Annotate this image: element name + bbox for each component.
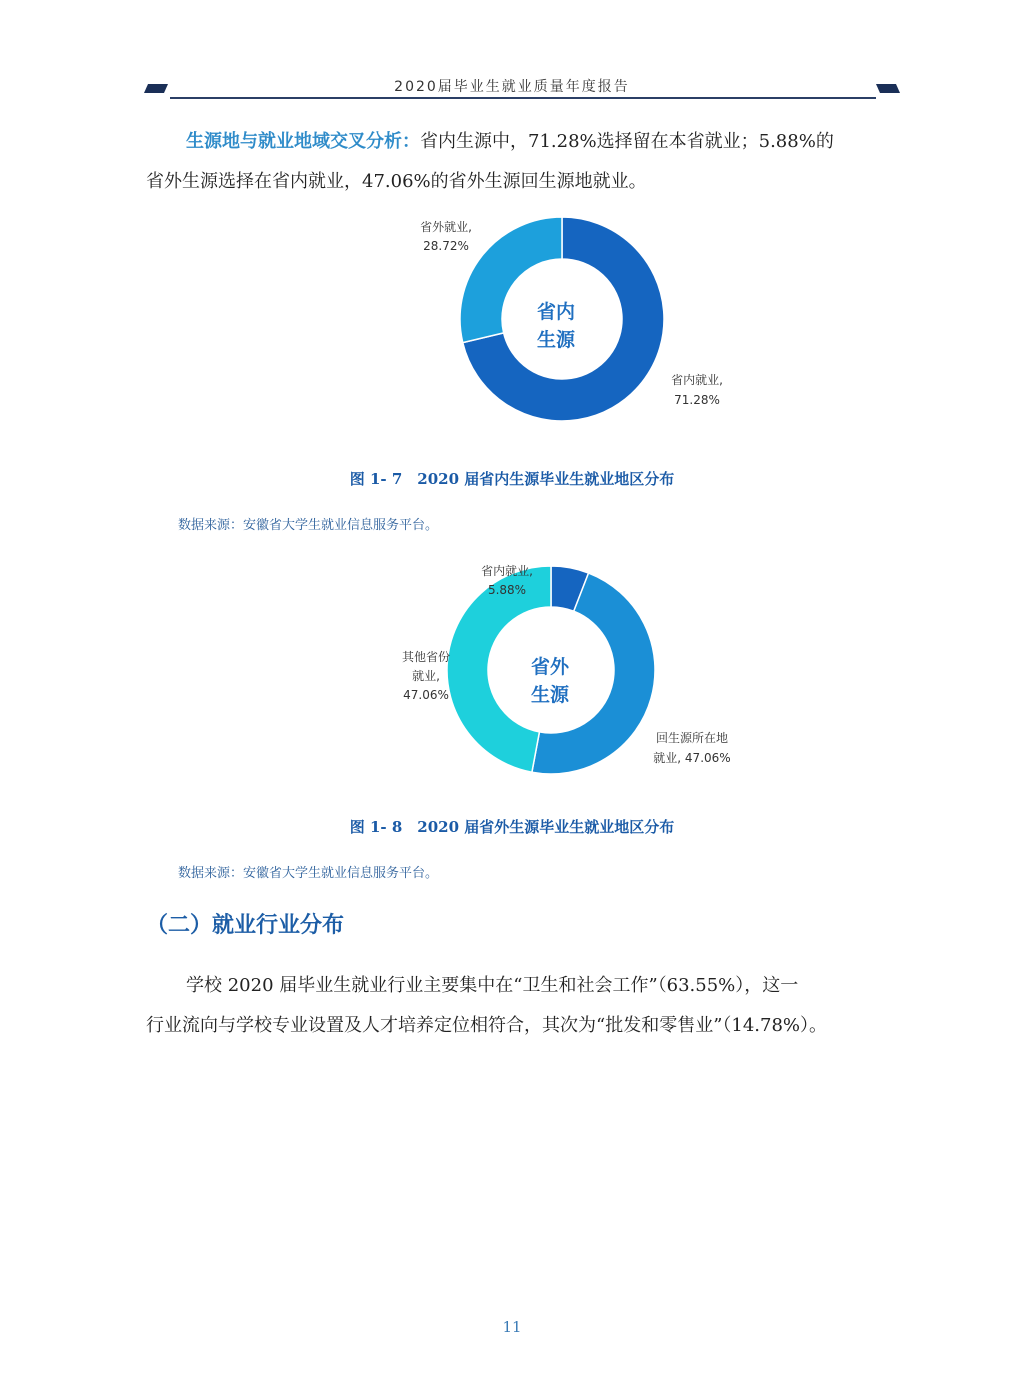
chart-1-caption: 图 1- 7 2020 届省内生源毕业生就业地区分布 bbox=[349, 470, 675, 488]
chart-1-label-inside-2: 71.28% bbox=[674, 393, 720, 407]
chart-1-slice-2 bbox=[460, 217, 562, 343]
chart-1-center-label-1: 省内 bbox=[536, 301, 576, 323]
chart-2 bbox=[0, 556, 1024, 796]
header-rule bbox=[170, 97, 876, 99]
intro-line1-text: 省内生源中，71.28%选择留在本省就业；5.88%的 bbox=[420, 131, 834, 152]
section-paragraph bbox=[146, 966, 906, 1046]
chart-1-label-outside-2: 28.72% bbox=[423, 239, 469, 253]
chart-1-svg bbox=[0, 210, 1024, 450]
page-header bbox=[0, 0, 1024, 110]
chart-2-label-3a: 其他省份 bbox=[401, 650, 451, 664]
chart-1 bbox=[0, 210, 1024, 450]
chart-2-center-label-1: 省外 bbox=[530, 656, 570, 678]
section-heading: （二）就业行业分布 bbox=[146, 913, 345, 938]
chart-2-label-3c: 47.06% bbox=[403, 688, 449, 702]
header-title: 2020届毕业生就业质量年度报告 bbox=[394, 79, 630, 95]
chart-2-label-1a: 省内就业, bbox=[481, 564, 533, 578]
chart-2-label-2b: 就业, 47.06% bbox=[653, 751, 731, 765]
intro-line-1 bbox=[146, 122, 906, 162]
chart-2-source: 数据来源：安徽省大学生就业信息服务平台。 bbox=[178, 866, 439, 881]
intro-paragraph bbox=[146, 122, 906, 202]
section-line-2: 行业流向与学校专业设置及人才培养定位相符合，其次为“批发和零售业”（14.78%）。 bbox=[146, 1015, 828, 1036]
page-number: 11 bbox=[502, 1318, 522, 1336]
chart-2-label-2a: 回生源所在地 bbox=[655, 731, 729, 745]
chart-2-label-3b: 就业, bbox=[412, 669, 440, 683]
chart-1-source: 数据来源：安徽省大学生就业信息服务平台。 bbox=[178, 518, 439, 533]
chart-1-center-label-2: 生源 bbox=[536, 329, 576, 351]
chart-2-caption: 图 1- 8 2020 届省外生源毕业生就业地区分布 bbox=[349, 818, 675, 836]
chart-2-label-1b: 5.88% bbox=[487, 583, 527, 597]
chart-2-center-label-2: 生源 bbox=[530, 684, 570, 706]
intro-line-2: 省外生源选择在省内就业，47.06%的省外生源回生源地就业。 bbox=[146, 171, 647, 192]
chart-1-label-outside-1: 省外就业, bbox=[420, 220, 472, 234]
section-line-1: 学校 2020 届毕业生就业行业主要集中在“卫生和社会工作”（63.55%），这一 bbox=[186, 975, 799, 996]
chart-1-label-inside-1: 省内就业, bbox=[671, 373, 723, 387]
intro-lead: 生源地与就业地域交叉分析： bbox=[186, 131, 420, 152]
chart-2-svg bbox=[0, 556, 1024, 796]
